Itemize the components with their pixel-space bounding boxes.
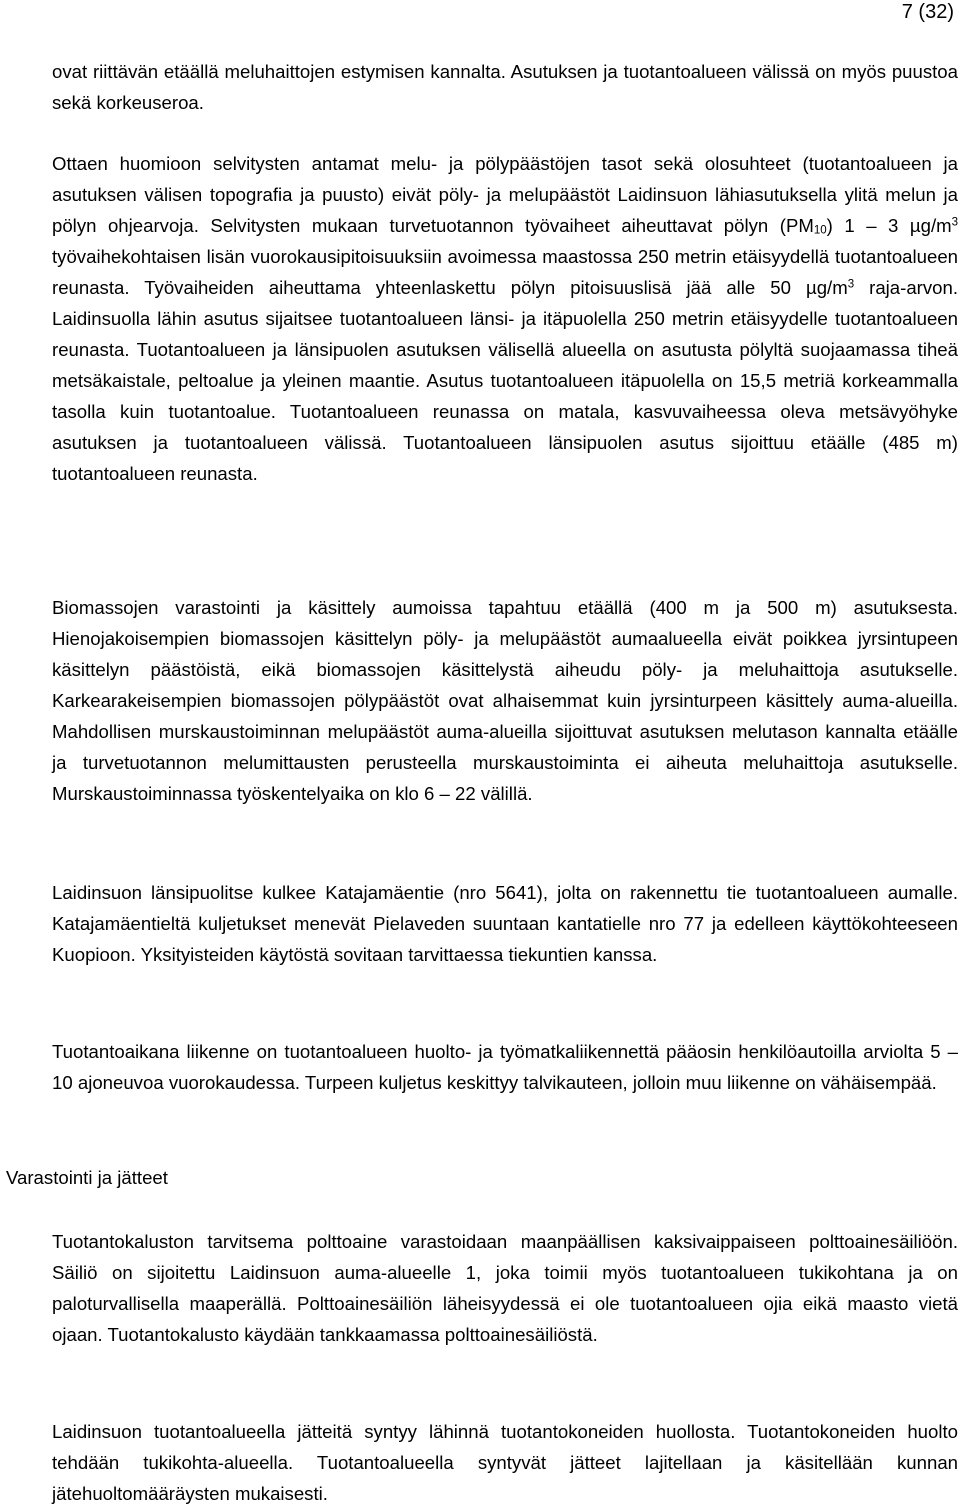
- paragraph-waste: Laidinsuon tuotantoalueella jätteitä syntyy lähinnä tuotantokoneiden huollosta. Tuotantokoneiden huolto tehdään tukikohta-alueella. Tuotantoalueella syntyvät jätteet lajitellaan ja käsitellään kunnan jätehuoltomääräysten mukaisesti.: [52, 1421, 958, 1504]
- paragraph-traffic: Tuotantoaikana liikenne on tuotantoalueen huolto- ja työmatkaliikennettä pääosin henkilöautoilla arviolta 5 – 10 ajoneuvoa vuorokaudessa. Turpeen kuljetus keskittyy talvikauteen, jolloin muu liikenne on vähäisempää.: [52, 1041, 958, 1093]
- paragraph-noise-distance: ovat riittävän etäällä meluhaittojen estymisen kannalta. Asutuksen ja tuotantoalueen välissä on myös puustoa sekä korkeuseroa.: [52, 61, 958, 113]
- text-segment: Ottaen huomioon selvitysten antamat melu- ja pölypäästöjen tasot sekä olosuhteet (tuotantoalueen ja asutuksen välisen topografia ja puusto) eivät pöly- ja melupäästöt Laidinsuon lähiasutuksella ylitä melun ja pölyn ohjearvoja. Selvitysten mukaan turvetuotannon työvaiheet aiheuttavat pölyn (PM: [52, 153, 958, 236]
- paragraph-biomass-storage: Biomassojen varastointi ja käsittely aumoissa tapahtuu etäällä (400 m ja 500 m) asutuksesta. Hienojakoisempien biomassojen käsittelyn pöly- ja melupäästöt aumaalueella eivät poikkea jyrsintupeen käsittelyn päästöistä, eikä biomassojen käsittelystä aiheudu pöly- ja meluhaittoja asutukselle. Karkearakeisempien biomassojen pölypäästöt ovat alhaisemmat kuin jyrsinturpeen käsittely auma-alueilla. Mahdollisen murskaustoiminnan melupäästöt auma-alueilla sijoittuvat asutuksen melutason kannalta etäälle ja turvetuotannon melumittausten perusteella murskaustoiminta ei aiheuta meluhaittoja asutukselle. Murskaustoiminnassa työskentelyaika on klo 6 – 22 välillä.: [52, 597, 958, 804]
- text-segment: raja-arvon. Laidinsuolla lähin asutus sijaitsee tuotantoalueen länsi- ja itäpuolella 250 metrin etäisyydelle tuotantoalueen reunasta. Tuotantoalueen ja länsipuolen asutuksen välisellä alueella on asutusta pölyltä suojaamassa tiheä metsäkaistale, peltoalue ja yleinen maantie. Asutus tuotantoalueen itäpuolella on 15,5 metriä korkeammalla tasolla kuin tuotantoalue. Tuotantoalueen reunassa on matala, kasvuvaiheessa oleva metsävyöhyke asutuksen ja tuotantoalueen välissä. Tuotantoalueen länsipuolen asutus sijoittuu etäälle (485 m) tuotantoalueen reunasta.: [52, 277, 958, 484]
- paragraph-dust-emissions: [52, 148, 958, 489]
- paragraph-road-access: Laidinsuon länsipuolitse kulkee Katajamäentie (nro 5641), jolta on rakennettu tie tuotantoalueen aumalle. Katajamäentieltä kuljetukset menevät Pielaveden suuntaan kantatielle nro 77 ja edelleen käyttökohteeseen Kuopioon. Yksityisteiden käytöstä sovitaan tarvittaessa tiekuntien kanssa.: [52, 882, 958, 965]
- page-number: 7 (32): [901, 1, 954, 23]
- text-segment: ) 1 – 3 µg/m: [826, 215, 952, 236]
- text-segment: työvaihekohtaisen lisän vuorokausipitoisuuksiin avoimessa maastossa 250 metrin etäisyydellä tuotantoalueen reunasta. Työvaiheiden aiheuttama yhteenlaskettu pölyn pitoisuuslisä jää alle 50 µg/m: [52, 246, 958, 298]
- superscript: 3: [951, 216, 959, 229]
- subscript: 10: [813, 224, 827, 237]
- paragraph-fuel-storage: Tuotantokaluston tarvitsema polttoaine varastoidaan maanpäällisen kaksivaippaiseen polttoainesäiliöön. Säiliö on sijoitettu Laidinsuon auma-alueelle 1, joka toimii myös tuotantoalueen tukikohtana ja on paloturvallisella maaperällä. Polttoainesäiliön läheisyydessä ei ole tuotantoalueen ojia eikä maasto vietä ojaan. Tuotantokalusto käydään tankkaamassa polttoainesäiliöstä.: [52, 1231, 958, 1345]
- section-heading: Varastointi ja jätteet: [6, 1167, 168, 1188]
- superscript: 3: [847, 278, 855, 291]
